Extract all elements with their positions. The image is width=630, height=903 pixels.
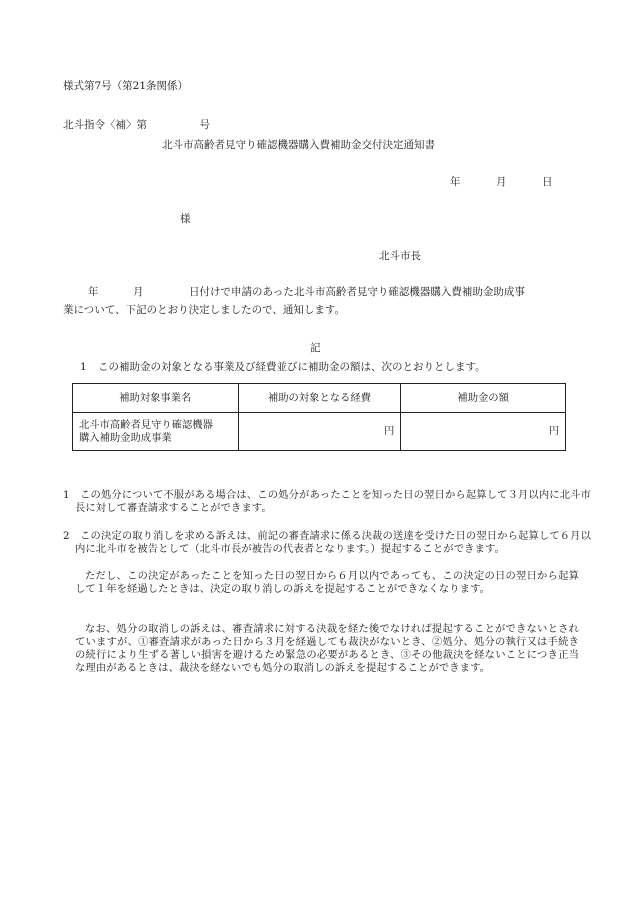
header-subsidy-amount: 補助金の額 [401, 384, 566, 413]
notice-1: 1 この処分について不服がある場合は、この処分があったことを知った日の翌日から起算して３月以内に北斗市長に対して審査請求することができます。 [63, 489, 591, 514]
intro-month: 月 [133, 286, 144, 298]
ki-heading: 記 [310, 342, 321, 354]
subsidy-amount-cell: 円 [401, 413, 566, 451]
issuer: 北斗市長 [379, 250, 421, 262]
date-year: 年 [450, 176, 461, 188]
subsidy-table [72, 383, 566, 451]
reference-number: 北斗指令〈補〉第 号 [63, 119, 210, 131]
document-title: 北斗市高齢者見守り確認機器購入費補助金交付決定通知書 [162, 139, 435, 151]
notice-3: なお、処分の取消しの訴えは、審査請求に対する決裁を経た後でなければ提起することができないとされていますが、①審査請求があった日から３月を経過しても裁決がないとき、②処分、処分の執行又は手続きの続行により生ずる著しい損害を避けるため緊急の必要があるとき、③その他裁決を経ないことにつき正当な理由があるときは、裁決を経ないでも処分の取消しの訴えを提起することができます。 [75, 623, 579, 674]
date-month: 月 [496, 176, 507, 188]
intro-year: 年 [88, 286, 99, 298]
notice-2: 2 この決定の取り消しを求める訴えは、前記の審査請求に係る決裁の送達を受けた日の翌日から起算して６月以内に北斗市を被告として（北斗市長が被告の代表者となります。）提起することができます。 [63, 530, 591, 555]
eligible-expense-cell: 円 [238, 413, 401, 451]
table-header-row [73, 384, 566, 413]
intro-line-1: 日付けで申請のあった北斗市高齢者見守り確認機器購入費補助金助成事 [189, 286, 525, 298]
notice-2-proviso: ただし、この決定があったことを知った日の翌日から６月以内であっても、この決定の日の翌日から起算して１年を経過したときは、決定の取り消しの訴えを提起することができなくなります。 [75, 570, 579, 595]
form-number: 様式第7号（第21条関係） [63, 80, 189, 92]
item-1-number: 1 [80, 361, 87, 373]
project-name-line-1: 北斗市高齢者見守り確認機器 [79, 418, 213, 431]
intro-line-2: 業について、下記のとおり決定しましたので、通知します。 [63, 304, 346, 316]
date-day: 日 [542, 176, 553, 188]
item-1-text: この補助金の対象となる事業及び経費並びに補助金の額は、次のとおりとします。 [98, 361, 486, 373]
header-project-name: 補助対象事業名 [73, 384, 239, 413]
recipient-suffix: 様 [180, 213, 191, 225]
table-row [73, 413, 566, 451]
project-name-line-2: 購入補助金助成事業 [79, 431, 172, 444]
project-name-cell [73, 413, 239, 451]
header-eligible-expense: 補助の対象となる経費 [238, 384, 401, 413]
